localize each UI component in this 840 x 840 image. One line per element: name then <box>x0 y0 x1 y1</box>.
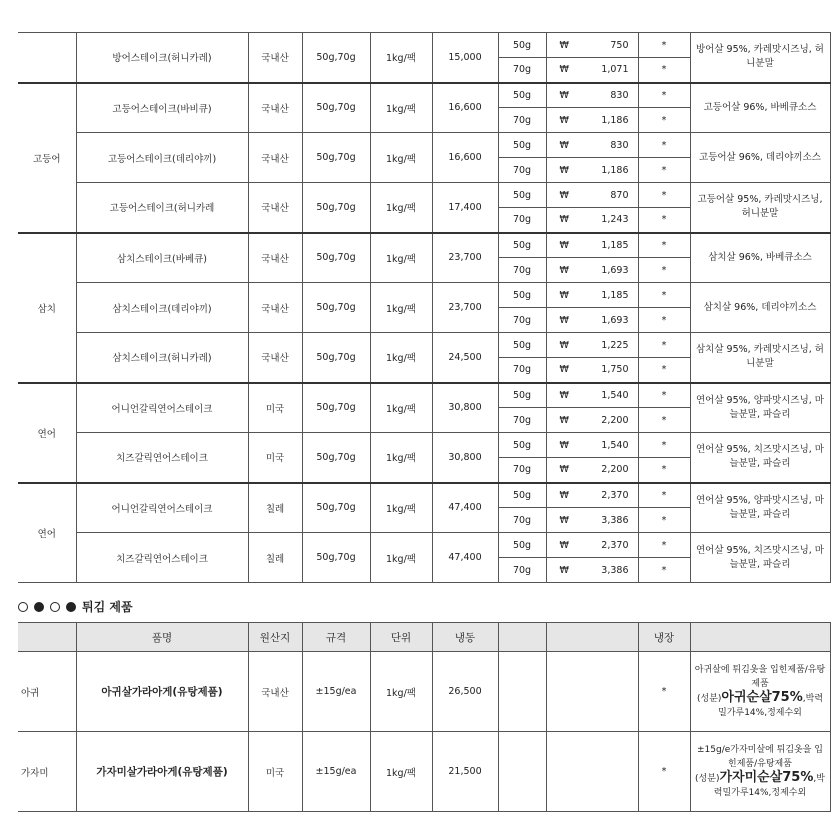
header-chilled: 냉장 <box>638 623 690 652</box>
unit-price-cell <box>546 483 638 508</box>
weight-cell: 70g <box>498 158 546 183</box>
unit-price-value: 2,370 <box>601 539 629 551</box>
table-row <box>18 233 830 258</box>
chilled-mark: * <box>638 183 690 208</box>
product-unit: 1kg/팩 <box>370 133 432 183</box>
unit-price-cell <box>546 133 638 158</box>
product-price: 47,400 <box>432 533 498 583</box>
chilled-mark: * <box>638 283 690 308</box>
ingredient-desc <box>690 652 830 732</box>
product-name: 방어스테이크(허니카레) <box>76 33 248 83</box>
chilled-mark: * <box>638 508 690 533</box>
table-row <box>18 383 830 408</box>
won-sign: ₩ <box>559 214 569 226</box>
ingredient-desc: 고등어살 95%, 카레맛시즈닝, 허니분말 <box>690 183 830 233</box>
unit-price-cell <box>546 258 638 283</box>
header-blank3 <box>546 623 638 652</box>
product-origin: 국내산 <box>248 652 302 732</box>
unit-price-cell <box>546 283 638 308</box>
unit-price-value: 1,186 <box>601 164 629 176</box>
desc-main-ingredient: 아귀순살75% <box>721 690 803 705</box>
product-unit: 1kg/팩 <box>370 433 432 483</box>
header-spec: 규격 <box>302 623 370 652</box>
weight-cell: 50g <box>498 233 546 258</box>
header-row <box>18 623 830 652</box>
product-unit: 1kg/팩 <box>370 383 432 433</box>
unit-price-cell <box>546 458 638 483</box>
chilled-mark: * <box>638 558 690 583</box>
product-origin: 미국 <box>248 383 302 433</box>
unit-price-value: 2,370 <box>601 489 629 501</box>
product-unit: 1kg/팩 <box>370 533 432 583</box>
product-name: 가자미살가라아게(유탕제품) <box>76 732 248 812</box>
chilled-mark: * <box>638 258 690 283</box>
product-spec: 50g,70g <box>302 333 370 383</box>
weight-cell: 50g <box>498 33 546 58</box>
fried-section-title <box>18 598 133 615</box>
product-price: 17,400 <box>432 183 498 233</box>
product-unit: 1kg/팩 <box>370 483 432 533</box>
unit-price-value: 1,540 <box>601 439 629 451</box>
product-name: 고등어스테이크(허니카레 <box>76 183 248 233</box>
won-sign: ₩ <box>559 539 569 551</box>
desc-rest: ,박력밀가루14%,정제수외 <box>718 694 824 718</box>
product-origin: 국내산 <box>248 33 302 83</box>
product-name: 고등어스테이크(데리야끼) <box>76 133 248 183</box>
unit-price-cell <box>546 533 638 558</box>
unit-price-value: 1,186 <box>601 114 629 126</box>
unit-price-cell <box>546 408 638 433</box>
unit-price-cell <box>546 233 638 258</box>
desc-ingredients <box>694 771 827 800</box>
product-origin: 칠레 <box>248 483 302 533</box>
desc-label: (성분) <box>696 694 722 704</box>
desc-label: (성분) <box>695 774 720 784</box>
chilled-mark: * <box>638 208 690 233</box>
product-price: 16,600 <box>432 83 498 133</box>
section-title-text: 튀김 제품 <box>82 600 133 614</box>
chilled-mark: * <box>638 533 690 558</box>
chilled-mark: * <box>638 358 690 383</box>
category-cell: 가자미 <box>18 732 76 812</box>
ingredient-desc <box>690 732 830 812</box>
product-origin: 미국 <box>248 433 302 483</box>
chilled-mark: * <box>638 133 690 158</box>
chilled-mark: * <box>638 383 690 408</box>
desc-ingredients <box>694 691 827 720</box>
product-origin: 국내산 <box>248 333 302 383</box>
unit-price-value: 830 <box>610 89 629 101</box>
product-spec: ±15g/ea <box>302 732 370 812</box>
desc-intro: ±15g/e가자미살에 튀김옷을 입힌제품/유탕제품 <box>697 745 823 769</box>
ingredient-desc: 연어살 95%, 치즈맛시즈닝, 마늘분말, 파슬리 <box>690 433 830 483</box>
won-sign: ₩ <box>559 389 569 401</box>
chilled-mark: * <box>638 732 690 812</box>
product-name: 삼치스테이크(허니카레) <box>76 333 248 383</box>
weight-cell: 50g <box>498 483 546 508</box>
product-unit: 1kg/팩 <box>370 283 432 333</box>
product-origin: 국내산 <box>248 283 302 333</box>
product-price: 26,500 <box>432 652 498 732</box>
won-sign: ₩ <box>559 239 569 251</box>
table-row <box>18 133 830 158</box>
won-sign: ₩ <box>559 139 569 151</box>
unit-price-cell <box>546 333 638 358</box>
product-unit: 1kg/팩 <box>370 333 432 383</box>
ingredient-desc: 연어살 95%, 치즈맛시즈닝, 마늘분말, 파슬리 <box>690 533 830 583</box>
desc-main-ingredient: 가자미순살75% <box>719 770 814 785</box>
unit-price-cell <box>546 108 638 133</box>
product-price: 24,500 <box>432 333 498 383</box>
fried-price-table <box>18 622 831 812</box>
product-spec: 50g,70g <box>302 533 370 583</box>
table-row <box>18 652 830 732</box>
unit-price-value: 1,185 <box>601 239 629 251</box>
won-sign: ₩ <box>559 189 569 201</box>
unit-price-cell <box>546 508 638 533</box>
ingredient-desc: 방어살 95%, 카레맛시즈닝, 허니분말 <box>690 33 830 83</box>
chilled-mark: * <box>638 433 690 458</box>
weight-cell: 50g <box>498 183 546 208</box>
unit-price-value: 3,386 <box>601 514 629 526</box>
table-row <box>18 83 830 108</box>
product-price: 16,600 <box>432 133 498 183</box>
category-cell: 아귀 <box>18 652 76 732</box>
product-name: 아귀살가라아게(유탕제품) <box>76 652 248 732</box>
chilled-mark: * <box>638 108 690 133</box>
product-spec: 50g,70g <box>302 283 370 333</box>
chilled-mark: * <box>638 158 690 183</box>
unit-price-value: 1,225 <box>601 339 629 351</box>
unit-price-value: 2,200 <box>601 414 629 426</box>
weight-cell: 70g <box>498 558 546 583</box>
product-spec: 50g,70g <box>302 383 370 433</box>
product-name: 어니언갈릭연어스테이크 <box>76 483 248 533</box>
product-spec: 50g,70g <box>302 433 370 483</box>
won-sign: ₩ <box>559 64 569 76</box>
won-sign: ₩ <box>559 464 569 476</box>
table-row <box>18 533 830 558</box>
product-unit: 1kg/팩 <box>370 183 432 233</box>
product-name: 치즈갈릭연어스테이크 <box>76 533 248 583</box>
chilled-mark: * <box>638 652 690 732</box>
unit-price-value: 1,693 <box>601 314 629 326</box>
product-spec: 50g,70g <box>302 483 370 533</box>
chilled-mark: * <box>638 458 690 483</box>
product-price: 47,400 <box>432 483 498 533</box>
weight-cell: 70g <box>498 408 546 433</box>
unit-price-cell <box>546 558 638 583</box>
product-price: 21,500 <box>432 732 498 812</box>
product-origin: 국내산 <box>248 183 302 233</box>
product-unit: 1kg/팩 <box>370 33 432 83</box>
ingredient-desc: 연어살 95%, 양파맛시즈닝, 마늘분말, 파슬리 <box>690 383 830 433</box>
ingredient-desc: 삼치살 96%, 데리야끼소스 <box>690 283 830 333</box>
chilled-mark: * <box>638 308 690 333</box>
product-spec: 50g,70g <box>302 233 370 283</box>
weight-cell: 70g <box>498 208 546 233</box>
chilled-mark: * <box>638 33 690 58</box>
table-row <box>18 283 830 308</box>
product-unit: 1kg/팩 <box>370 652 432 732</box>
product-origin: 미국 <box>248 732 302 812</box>
category-cell: 삼치 <box>18 233 76 383</box>
won-sign: ₩ <box>559 114 569 126</box>
weight-cell: 70g <box>498 108 546 133</box>
product-spec: ±15g/ea <box>302 652 370 732</box>
unit-price-cell <box>546 383 638 408</box>
won-sign: ₩ <box>559 489 569 501</box>
product-origin: 국내산 <box>248 233 302 283</box>
header-blank <box>18 623 76 652</box>
product-name: 삼치스테이크(데리야끼) <box>76 283 248 333</box>
table-row <box>18 333 830 358</box>
header-origin: 원산지 <box>248 623 302 652</box>
ingredient-desc: 고등어살 96%, 바베큐소스 <box>690 83 830 133</box>
weight-cell: 50g <box>498 83 546 108</box>
weight-cell: 70g <box>498 258 546 283</box>
unit-price-value: 2,200 <box>601 464 629 476</box>
chilled-mark: * <box>638 233 690 258</box>
chilled-mark: * <box>638 58 690 83</box>
circle-outline-icon <box>18 602 28 612</box>
product-price: 30,800 <box>432 433 498 483</box>
product-name: 치즈갈릭연어스테이크 <box>76 433 248 483</box>
product-name: 어니언갈릭연어스테이크 <box>76 383 248 433</box>
ingredient-desc: 연어살 95%, 양파맛시즈닝, 마늘분말, 파슬리 <box>690 483 830 533</box>
product-unit: 1kg/팩 <box>370 732 432 812</box>
ingredient-desc: 삼치살 95%, 카레맛시즈닝, 허니분말 <box>690 333 830 383</box>
product-unit: 1kg/팩 <box>370 83 432 133</box>
unit-price-cell <box>546 358 638 383</box>
weight-cell: 50g <box>498 133 546 158</box>
product-price: 23,700 <box>432 283 498 333</box>
unit-price-value: 3,386 <box>601 564 629 576</box>
ingredient-desc: 고등어살 96%, 데리야끼소스 <box>690 133 830 183</box>
category-cell: 연어 <box>18 383 76 483</box>
unit-price-cell <box>546 183 638 208</box>
table-row <box>18 732 830 812</box>
table-row <box>18 33 830 58</box>
header-unit: 단위 <box>370 623 432 652</box>
product-origin: 국내산 <box>248 133 302 183</box>
unit-price-value: 1,750 <box>601 364 629 376</box>
unit-price-value: 870 <box>610 189 629 201</box>
blank-cell <box>546 732 638 812</box>
won-sign: ₩ <box>559 314 569 326</box>
table-row <box>18 183 830 208</box>
chilled-mark: * <box>638 333 690 358</box>
blank-cell <box>498 732 546 812</box>
won-sign: ₩ <box>559 39 569 51</box>
weight-cell: 70g <box>498 58 546 83</box>
blank-cell <box>498 652 546 732</box>
won-sign: ₩ <box>559 164 569 176</box>
unit-price-value: 1,540 <box>601 389 629 401</box>
unit-price-cell <box>546 83 638 108</box>
unit-price-cell <box>546 433 638 458</box>
product-origin: 칠레 <box>248 533 302 583</box>
circle-filled-icon <box>34 602 44 612</box>
won-sign: ₩ <box>559 439 569 451</box>
category-cell: 고등어 <box>18 83 76 233</box>
category-cell: 연어 <box>18 483 76 583</box>
weight-cell: 70g <box>498 308 546 333</box>
header-blank2 <box>498 623 546 652</box>
ingredient-desc: 삼치살 96%, 바베큐소스 <box>690 233 830 283</box>
unit-price-cell <box>546 58 638 83</box>
circle-outline-icon <box>50 602 60 612</box>
won-sign: ₩ <box>559 339 569 351</box>
unit-price-value: 1,185 <box>601 289 629 301</box>
won-sign: ₩ <box>559 289 569 301</box>
unit-price-cell <box>546 158 638 183</box>
unit-price-cell <box>546 208 638 233</box>
unit-price-value: 750 <box>610 39 629 51</box>
product-origin: 국내산 <box>248 83 302 133</box>
chilled-mark: * <box>638 83 690 108</box>
won-sign: ₩ <box>559 514 569 526</box>
product-name: 삼치스테이크(바베큐) <box>76 233 248 283</box>
header-name: 품명 <box>76 623 248 652</box>
won-sign: ₩ <box>559 414 569 426</box>
weight-cell: 70g <box>498 358 546 383</box>
product-unit: 1kg/팩 <box>370 233 432 283</box>
weight-cell: 50g <box>498 283 546 308</box>
desc-intro: 아귀살에 튀김옷을 입힌제품/유탕제품 <box>694 665 826 689</box>
product-price: 30,800 <box>432 383 498 433</box>
product-name: 고등어스테이크(바비큐) <box>76 83 248 133</box>
weight-cell: 50g <box>498 533 546 558</box>
won-sign: ₩ <box>559 264 569 276</box>
product-spec: 50g,70g <box>302 133 370 183</box>
weight-cell: 70g <box>498 458 546 483</box>
product-price: 15,000 <box>432 33 498 83</box>
unit-price-value: 1,243 <box>601 214 629 226</box>
product-price: 23,700 <box>432 233 498 283</box>
won-sign: ₩ <box>559 89 569 101</box>
weight-cell: 50g <box>498 333 546 358</box>
header-frozen: 냉동 <box>432 623 498 652</box>
category-cell <box>18 33 76 83</box>
unit-price-cell <box>546 308 638 333</box>
table-row <box>18 433 830 458</box>
circle-filled-icon <box>66 602 76 612</box>
product-spec: 50g,70g <box>302 83 370 133</box>
weight-cell: 70g <box>498 508 546 533</box>
chilled-mark: * <box>638 483 690 508</box>
table-row <box>18 483 830 508</box>
unit-price-value: 1,071 <box>601 64 629 76</box>
unit-price-value: 1,693 <box>601 264 629 276</box>
blank-cell <box>546 652 638 732</box>
weight-cell: 50g <box>498 433 546 458</box>
product-spec: 50g,70g <box>302 183 370 233</box>
weight-cell: 50g <box>498 383 546 408</box>
unit-price-cell <box>546 33 638 58</box>
chilled-mark: * <box>638 408 690 433</box>
steak-price-table <box>18 32 831 583</box>
header-blank4 <box>690 623 830 652</box>
product-spec: 50g,70g <box>302 33 370 83</box>
desc-rest: ,박력밀가루14%,정제수외 <box>713 774 825 798</box>
won-sign: ₩ <box>559 564 569 576</box>
won-sign: ₩ <box>559 364 569 376</box>
unit-price-value: 830 <box>610 139 629 151</box>
